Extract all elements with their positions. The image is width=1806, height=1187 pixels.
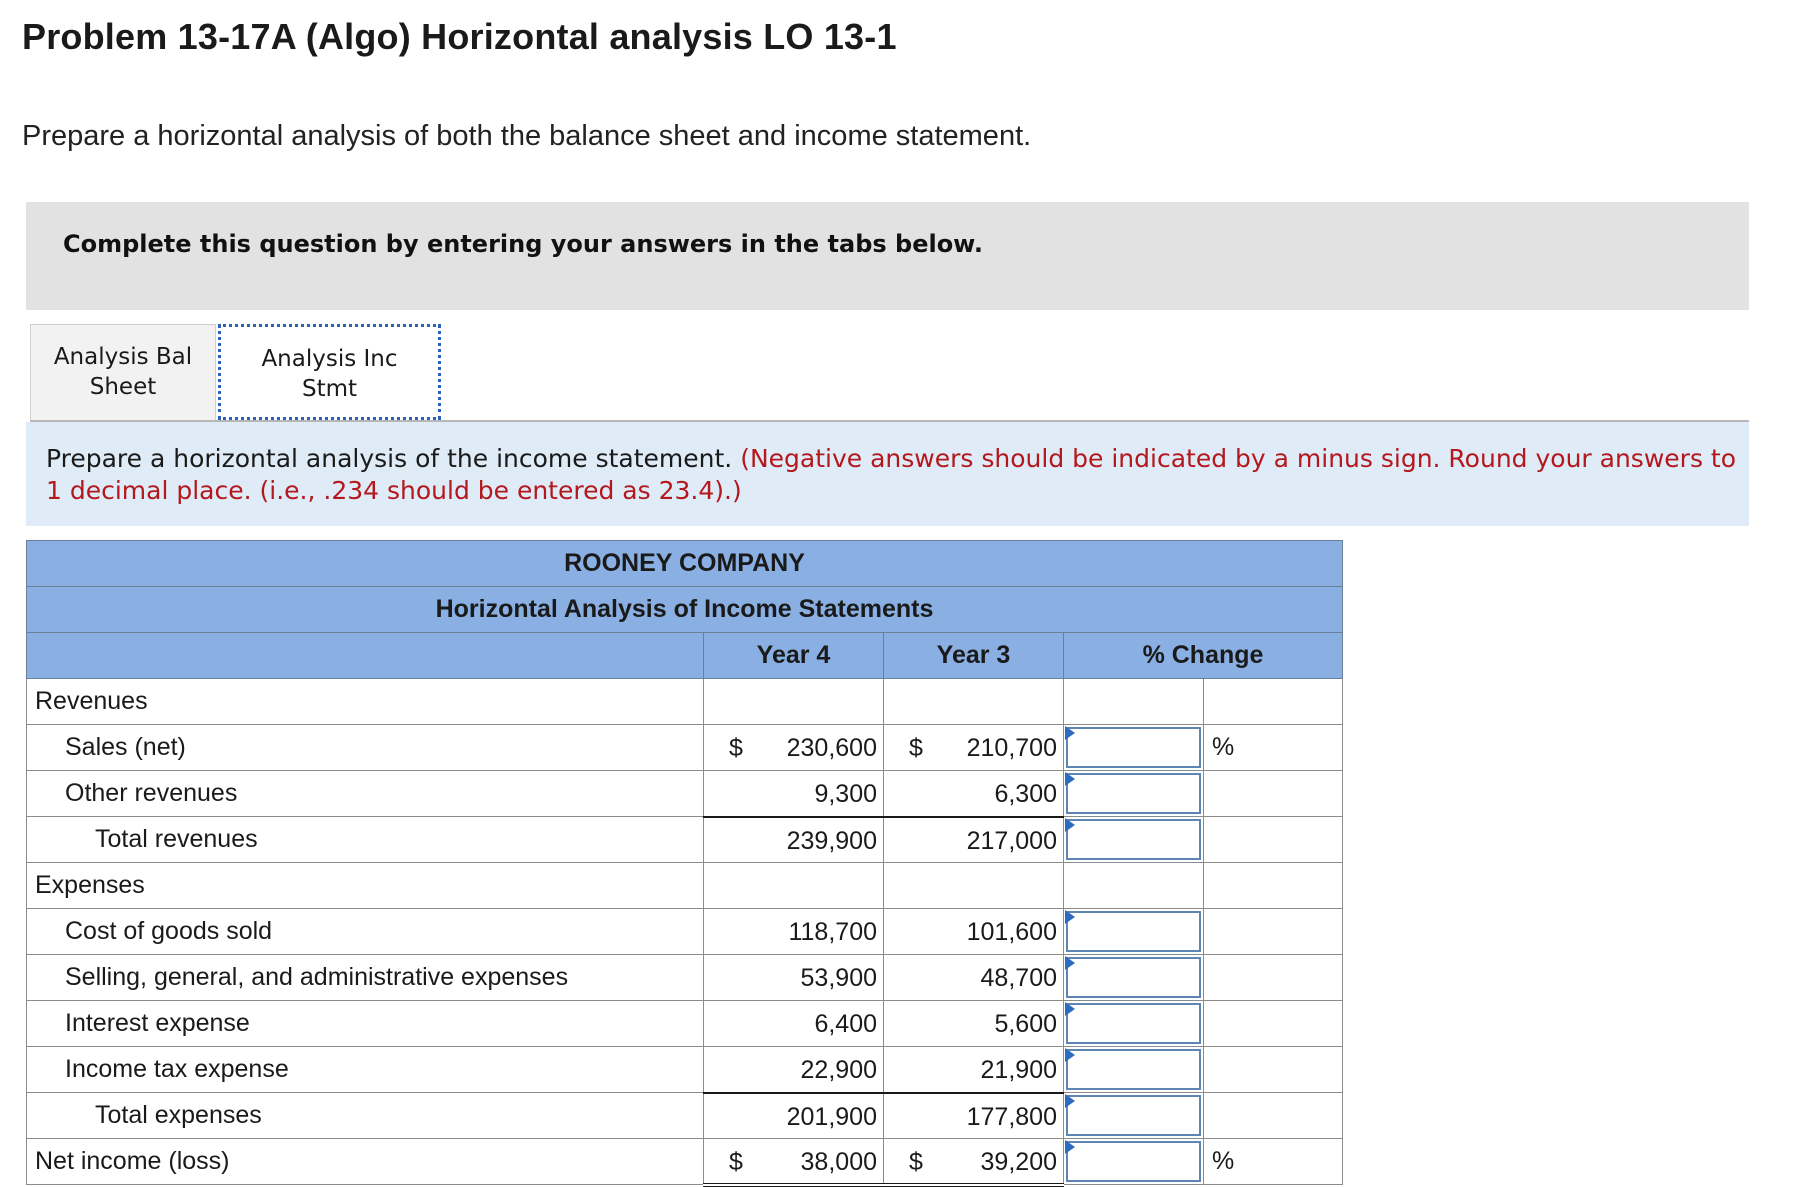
tab-label-line2: Sheet <box>89 374 157 400</box>
table-row <box>27 725 1343 771</box>
change-input-cell[interactable] <box>1064 771 1204 817</box>
row-label: Income tax expense <box>27 1047 704 1093</box>
input-marker-icon <box>1065 1002 1075 1016</box>
input-marker-icon <box>1065 772 1075 786</box>
change-input-cell[interactable] <box>1064 909 1204 955</box>
year4-cell <box>704 1139 884 1185</box>
row-label: Interest expense <box>27 1001 704 1047</box>
change-input-cell[interactable] <box>1064 1093 1204 1139</box>
percent-change-input[interactable] <box>1066 1095 1201 1136</box>
year4-cell <box>704 955 884 1001</box>
col-header-year3: Year 3 <box>884 633 1064 679</box>
year4-cell <box>704 1001 884 1047</box>
year3-cell <box>884 1047 1064 1093</box>
row-label: Total revenues <box>27 817 704 863</box>
year3-value: 6,300 <box>994 780 1057 808</box>
year4-value: 22,900 <box>800 1056 877 1084</box>
year3-value: 217,000 <box>966 826 1057 855</box>
percent-change-input[interactable] <box>1066 1049 1201 1090</box>
table-row <box>27 955 1343 1001</box>
page-title: Problem 13-17A (Algo) Horizontal analysis LO 13-1 <box>22 16 897 57</box>
year4-value: 239,900 <box>786 826 877 855</box>
year3-cell <box>884 725 1064 771</box>
input-marker-icon <box>1065 1140 1075 1154</box>
table-row <box>27 817 1343 863</box>
year3-cell <box>884 1139 1064 1185</box>
change-input-cell[interactable] <box>1064 1139 1204 1185</box>
year3-value: 5,600 <box>994 1010 1057 1038</box>
table-row <box>27 1093 1343 1139</box>
year3-cell <box>884 1093 1064 1139</box>
statement-title: Horizontal Analysis of Income Statements <box>27 587 1343 633</box>
change-input-cell[interactable] <box>1064 725 1204 771</box>
year3-cell <box>884 1001 1064 1047</box>
year4-cell <box>704 817 884 863</box>
row-label: Total expenses <box>27 1093 704 1139</box>
change-input-cell[interactable] <box>1064 955 1204 1001</box>
percent-change-input[interactable] <box>1066 911 1201 952</box>
year4-value: 118,700 <box>788 918 877 946</box>
section-label-expenses: Expenses <box>27 863 704 909</box>
percent-change-input[interactable] <box>1066 1141 1201 1182</box>
input-marker-icon <box>1065 1094 1075 1108</box>
percent-change-input[interactable] <box>1066 773 1201 814</box>
year4-cell <box>704 1093 884 1139</box>
input-marker-icon <box>1065 726 1075 740</box>
year3-value: 48,700 <box>980 964 1057 992</box>
instructions-note: (Negative answers should be indicated by a minus sign. Round your answers to 1 decimal place. (i.e., .234 should be entered as 23.4).) <box>46 444 1737 505</box>
tab-label-line1: Analysis Inc <box>261 346 398 372</box>
year3-cell <box>884 817 1064 863</box>
year3-value: 177,800 <box>966 1102 1057 1131</box>
table-row <box>27 909 1343 955</box>
table-row <box>27 1001 1343 1047</box>
header-blank <box>27 633 704 679</box>
currency-symbol: $ <box>729 734 743 762</box>
income-statement-table <box>26 540 1343 1187</box>
year4-value: 201,900 <box>786 1102 877 1131</box>
year3-cell <box>884 771 1064 817</box>
change-input-cell[interactable] <box>1064 1001 1204 1047</box>
tab-analysis-inc-stmt[interactable] <box>218 324 441 420</box>
row-label: Other revenues <box>27 771 704 817</box>
change-input-cell[interactable] <box>1064 817 1204 863</box>
input-marker-icon <box>1065 1048 1075 1062</box>
input-marker-icon <box>1065 818 1075 832</box>
tab-instructions <box>26 422 1749 526</box>
percent-change-input[interactable] <box>1066 819 1201 860</box>
row-label: Cost of goods sold <box>27 909 704 955</box>
table-row <box>27 679 1343 725</box>
year3-value: 210,700 <box>966 734 1057 762</box>
year4-value: 9,300 <box>814 780 877 808</box>
year3-value: 101,600 <box>966 918 1057 946</box>
section-label-revenues: Revenues <box>27 679 704 725</box>
year4-value: 6,400 <box>814 1010 877 1038</box>
instruction-banner <box>26 202 1749 310</box>
table-row <box>27 863 1343 909</box>
problem-intro: Prepare a horizontal analysis of both the balance sheet and income statement. <box>22 120 1032 152</box>
year3-value: 39,200 <box>980 1148 1057 1176</box>
table-row <box>27 1047 1343 1093</box>
year4-cell <box>704 909 884 955</box>
input-marker-icon <box>1065 956 1075 970</box>
tab-analysis-bal-sheet[interactable] <box>30 324 216 420</box>
currency-symbol: $ <box>909 734 923 762</box>
year4-value: 53,900 <box>800 964 877 992</box>
year4-cell <box>704 1047 884 1093</box>
col-header-change: % Change <box>1064 633 1343 679</box>
year4-value: 38,000 <box>800 1148 877 1176</box>
year4-cell <box>704 725 884 771</box>
currency-symbol: $ <box>909 1148 923 1176</box>
currency-symbol: $ <box>729 1148 743 1176</box>
change-input-cell[interactable] <box>1064 1047 1204 1093</box>
table-row <box>27 1139 1343 1185</box>
table-row <box>27 771 1343 817</box>
row-label: Net income (loss) <box>27 1139 704 1185</box>
year3-cell <box>884 955 1064 1001</box>
banner-text: Complete this question by entering your answers in the tabs below. <box>63 230 983 258</box>
tab-label-line2: Stmt <box>301 376 358 402</box>
company-name: ROONEY COMPANY <box>27 541 1343 587</box>
tab-label-line1: Analysis Bal <box>53 344 193 370</box>
percent-change-input[interactable] <box>1066 957 1201 998</box>
row-label: Sales (net) <box>27 725 704 771</box>
year4-value: 230,600 <box>786 734 877 762</box>
row-label: Selling, general, and administrative expenses <box>27 955 704 1001</box>
percent-sign: % <box>1204 725 1343 771</box>
input-marker-icon <box>1065 910 1075 924</box>
percent-change-input[interactable] <box>1066 727 1201 768</box>
year4-cell <box>704 771 884 817</box>
col-header-year4: Year 4 <box>704 633 884 679</box>
year3-cell <box>884 909 1064 955</box>
instructions-lead: Prepare a horizontal analysis of the income statement. <box>46 444 733 473</box>
percent-sign: % <box>1204 1139 1343 1185</box>
year3-value: 21,900 <box>980 1056 1057 1084</box>
percent-change-input[interactable] <box>1066 1003 1201 1044</box>
